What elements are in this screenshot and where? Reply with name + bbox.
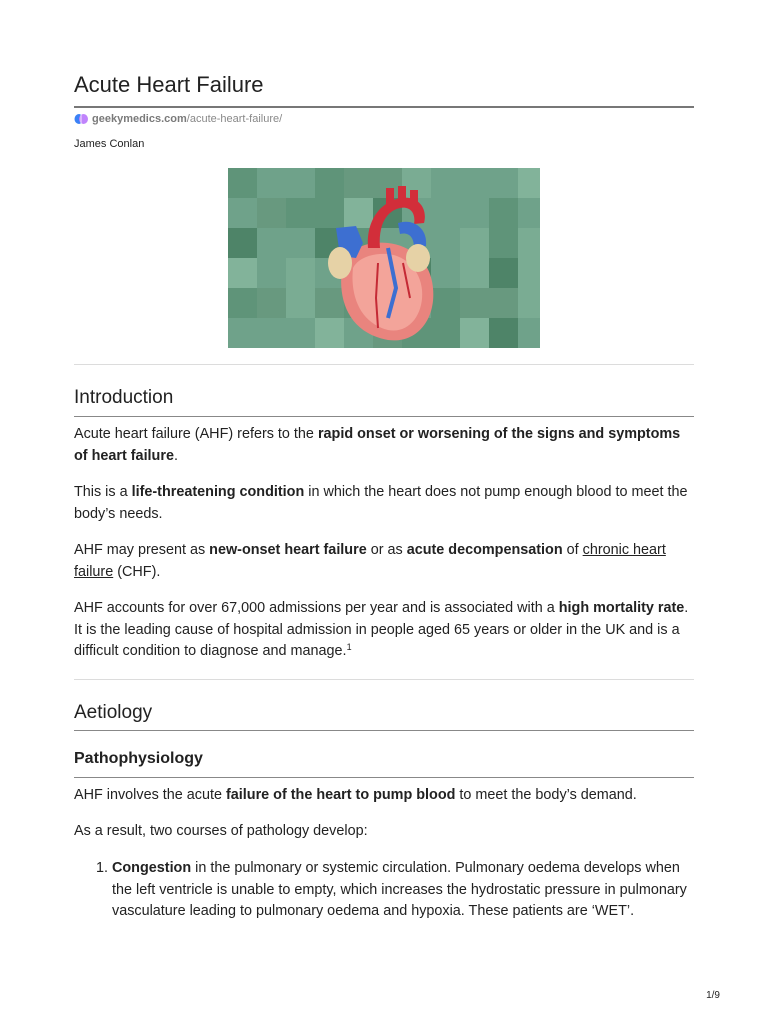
page-title: Acute Heart Failure xyxy=(74,72,264,97)
heart-illustration xyxy=(228,168,540,348)
background-tile xyxy=(518,288,540,318)
aetiology-paragraph-2: As a result, two courses of pathology develop: xyxy=(74,823,368,839)
background-tile xyxy=(489,228,518,258)
list-item: 1. Congestion in the pulmonary or systemic circulation. Pulmonary oedema develops when the left ventricle is unable to empty, which increases the hydrostatic pressure in pulmonary vasculature leading to pulmonary oedema and hypoxia. These patients are ‘WET’. xyxy=(112,858,694,923)
subsection-divider xyxy=(74,777,694,778)
background-tile xyxy=(460,228,489,258)
background-tile xyxy=(518,168,540,198)
background-tile xyxy=(228,228,257,258)
section-heading-introduction: Introduction xyxy=(74,387,174,408)
section-divider xyxy=(74,730,694,731)
intro-paragraph-2: This is a life-threatening condition in which the heart does not pump enough blood to meet the body’s needs. xyxy=(74,484,688,522)
background-tile xyxy=(489,198,518,228)
background-tile xyxy=(431,288,460,318)
source-path[interactable]: /acute-heart-failure/ xyxy=(186,113,283,125)
reference-superscript[interactable]: 1 xyxy=(346,642,352,652)
background-tile xyxy=(431,318,460,348)
intro-paragraph-3: AHF may present as new-onset heart failure or as acute decompensation of chronic heart failure (CHF). xyxy=(74,542,666,580)
background-tile xyxy=(460,258,489,288)
background-tile xyxy=(257,198,286,228)
section-divider xyxy=(74,416,694,417)
divider xyxy=(74,364,694,365)
background-tile xyxy=(518,258,540,288)
title-divider xyxy=(74,106,694,108)
page-number: 1/9 xyxy=(706,990,720,1001)
section-heading-aetiology: Aetiology xyxy=(74,702,153,723)
background-tile xyxy=(315,168,344,198)
background-tile xyxy=(460,288,489,318)
background-tile xyxy=(489,288,518,318)
chronic-heart-failure-link[interactable]: chronic heart failure xyxy=(74,542,666,580)
background-tile xyxy=(460,318,489,348)
background-tile xyxy=(489,258,518,288)
source-line xyxy=(74,113,282,125)
background-tile xyxy=(315,288,344,318)
brain-logo-icon xyxy=(74,113,88,125)
background-tile xyxy=(344,168,373,198)
source-domain[interactable]: geekymedics.com xyxy=(92,113,187,125)
background-tile xyxy=(315,318,344,348)
aetiology-paragraph-1: AHF involves the acute failure of the heart to pump blood to meet the body’s demand. xyxy=(74,787,637,803)
pathology-list xyxy=(74,858,694,923)
background-tile xyxy=(228,258,257,288)
background-tile xyxy=(228,288,257,318)
background-tile xyxy=(228,168,257,198)
background-tile xyxy=(286,198,315,228)
background-tile xyxy=(315,198,344,228)
divider xyxy=(74,679,694,680)
background-tile xyxy=(518,228,540,258)
background-tile xyxy=(344,198,373,228)
intro-paragraph-1: Acute heart failure (AHF) refers to the rapid onset or worsening of the signs and symptoms of heart failure. xyxy=(74,426,681,464)
background-tile xyxy=(286,258,315,288)
background-tile xyxy=(257,288,286,318)
subheading-pathophysiology: Pathophysiology xyxy=(74,750,203,767)
intro-paragraph-4: AHF accounts for over 67,000 admissions per year and is associated with a high mortality rate. It is the leading cause of hospital admission in people aged 65 years or older in the UK and is a difficult condition to diagnose and manage.$^1$ xyxy=(74,600,689,659)
background-tile xyxy=(489,318,518,348)
background-tile xyxy=(286,288,315,318)
author-name: James Conlan xyxy=(74,138,145,150)
